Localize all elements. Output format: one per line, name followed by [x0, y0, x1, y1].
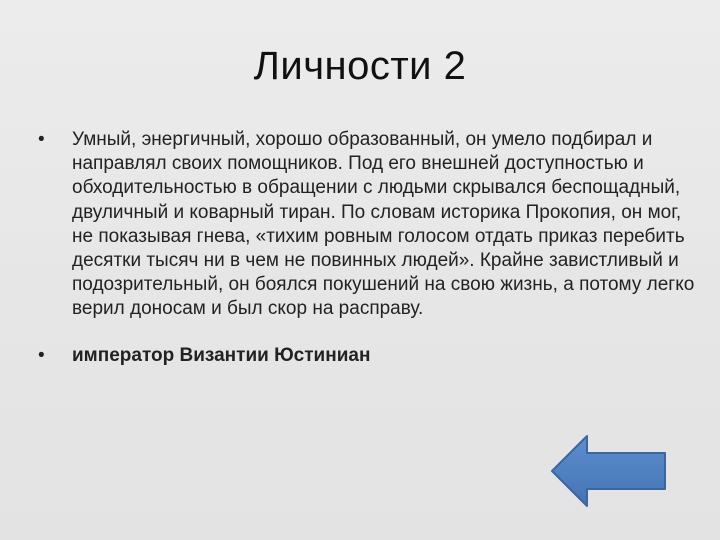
bullet-item-answer — [36, 344, 696, 368]
slide-title: Личности 2 — [253, 44, 467, 88]
left-arrow-icon — [549, 433, 669, 509]
bullet-marker: • — [38, 129, 45, 150]
bullet-list — [36, 128, 696, 368]
back-arrow-button[interactable] — [549, 433, 669, 509]
bullet-item-description — [36, 128, 696, 322]
bullet-text-description: Умный, энергичный, хорошо образованный, он умело подбирал и направлял своих помощников. Под его внешней доступностью и обходительностью в обращении с людьми скрывался беспощадный, двуличный и коварный тиран. По словам историка Прокопия, он мог, не показывая гнева, «тихим ровным голосом отдать приказ перебить десятки тысяч ни в чем не повинных людей». Крайне завистливый и подозрительный, он боялся покушений на свою жизнь, а потому легко верил доносам и был скор на расправу. — [72, 129, 695, 320]
bullet-text-answer: император Византии Юстиниан — [72, 344, 371, 366]
bullet-marker: • — [38, 344, 45, 366]
